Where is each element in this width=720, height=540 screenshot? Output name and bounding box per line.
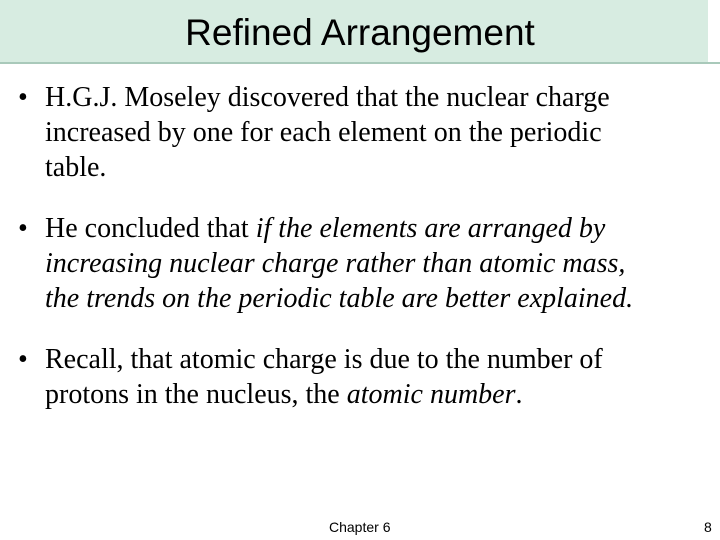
bullet-line: the trends on the periodic table are better explained.	[45, 283, 634, 314]
footer-chapter: Chapter 6	[329, 519, 391, 535]
bullet-text: protons in the nucleus, the	[45, 379, 347, 410]
bullet-line: increased by one for each element on the periodic	[45, 117, 602, 148]
bullet-recall	[18, 342, 718, 412]
title-divider	[708, 62, 720, 64]
page-number: 8	[704, 519, 712, 535]
bullet-line	[45, 377, 718, 412]
bullet-line: table.	[45, 152, 107, 183]
bullet-icon: •	[18, 344, 28, 375]
bullet-emphasis: atomic number	[346, 379, 516, 410]
bullet-conclusion	[18, 211, 718, 316]
bullet-list	[18, 80, 718, 438]
bullet-text: He concluded that	[45, 213, 256, 244]
bullet-line: Recall, that atomic charge is due to the number of	[45, 344, 603, 375]
bullet-line: increasing nuclear charge rather than atomic mass,	[45, 248, 626, 279]
bullet-emphasis: if the elements are arranged by	[255, 213, 606, 244]
bullet-line: H.G.J. Moseley discovered that the nuclear charge	[45, 82, 610, 113]
bullet-text: .	[515, 379, 523, 410]
bullet-line	[45, 211, 718, 246]
bullet-icon: •	[18, 213, 28, 244]
bullet-icon: •	[18, 82, 28, 113]
slide-title: Refined Arrangement	[185, 12, 535, 53]
bullet-moseley	[18, 80, 718, 185]
